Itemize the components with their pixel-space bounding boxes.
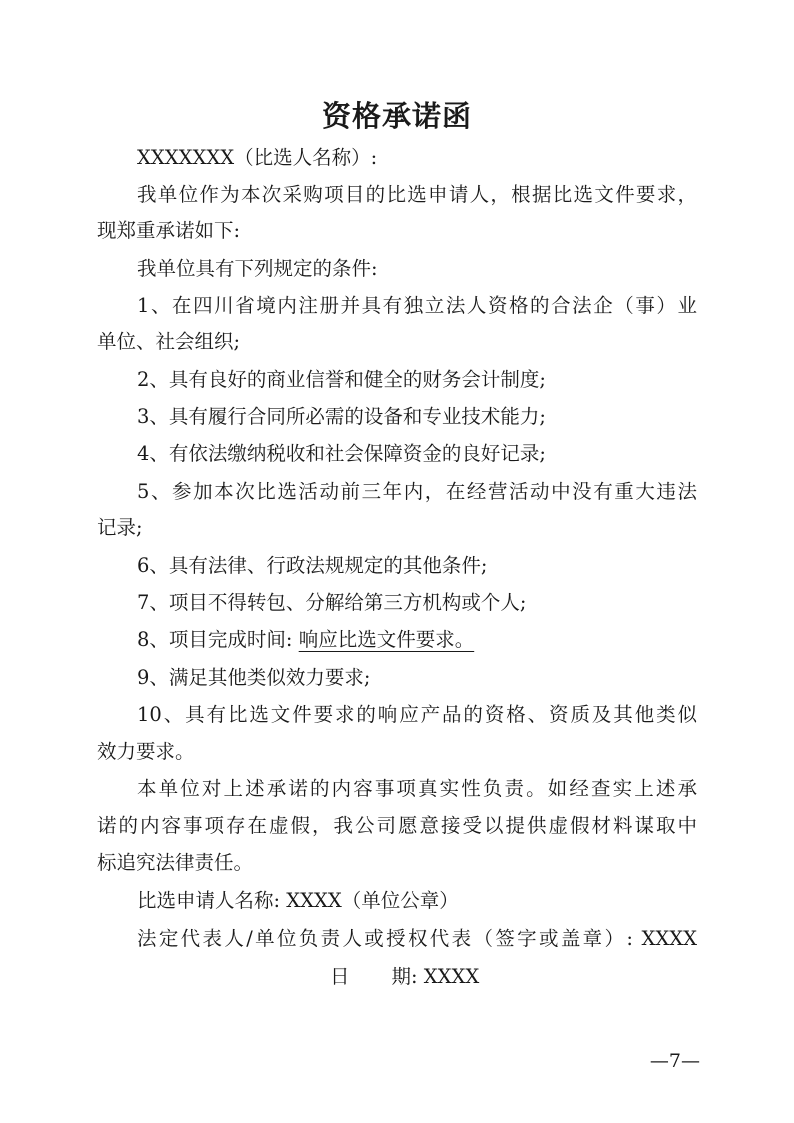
intro-line-2: 现郑重承诺如下: [97, 219, 241, 242]
list-item-3: 3、具有履行合同所必需的设备和专业技术能力; [137, 405, 546, 428]
list-item-1-line-1: 1、在四川省境内注册并具有独立法人资格的合法企（事）业 [137, 294, 697, 317]
conditions-heading: 我单位具有下列规定的条件: [137, 257, 378, 280]
representative-line: 法定代表人/单位负责人或授权代表（签字或盖章）: XXXX [137, 927, 697, 950]
list-item-10-line-2: 效力要求。 [97, 740, 195, 763]
list-item-8 [137, 625, 697, 655]
date-label-rest: 期: XXXX [391, 965, 480, 988]
pledge-line-2: 诺的内容事项存在虚假，我公司愿意接受以提供虚假材料谋取中 [97, 814, 697, 837]
page-title: 资格承诺函 [321, 99, 472, 133]
list-item-6: 6、具有法律、行政法规规定的其他条件; [137, 554, 488, 577]
list-item-9: 9、满足其他类似效力要求; [137, 666, 371, 689]
list-item-4: 4、有依法缴纳税收和社会保障资金的良好记录; [137, 442, 546, 465]
list-item-5-line-2: 记录; [97, 516, 143, 539]
date-label-first: 日 [330, 965, 350, 988]
date-line [330, 962, 479, 992]
list-item-7: 7、项目不得转包、分解给第三方机构或个人; [137, 591, 527, 614]
pledge-line-3: 标追究法律责任。 [97, 851, 254, 874]
applicant-name-line: 比选申请人名称: XXXX（单位公章） [137, 889, 459, 912]
list-item-1-line-2: 单位、社会组织; [97, 330, 241, 353]
intro-line-1: 我单位作为本次采购项目的比选申请人，根据比选文件要求， [137, 183, 697, 206]
item-8-label: 8、项目完成时间: [137, 628, 293, 651]
item-8-value: 响应比选文件要求。 [298, 628, 475, 651]
list-item-2: 2、具有良好的商业信誉和健全的财务会计制度; [137, 368, 546, 391]
list-item-5-line-1: 5、参加本次比选活动前三年内，在经营活动中没有重大违法 [137, 480, 697, 503]
page-number: —7— [649, 1050, 700, 1072]
recipient-line: XXXXXXX（比选人名称）: [137, 146, 378, 169]
list-item-10-line-1: 10、具有比选文件要求的响应产品的资格、资质及其他类似 [137, 703, 697, 726]
pledge-line-1: 本单位对上述承诺的内容事项真实性负责。如经查实上述承 [137, 777, 697, 800]
